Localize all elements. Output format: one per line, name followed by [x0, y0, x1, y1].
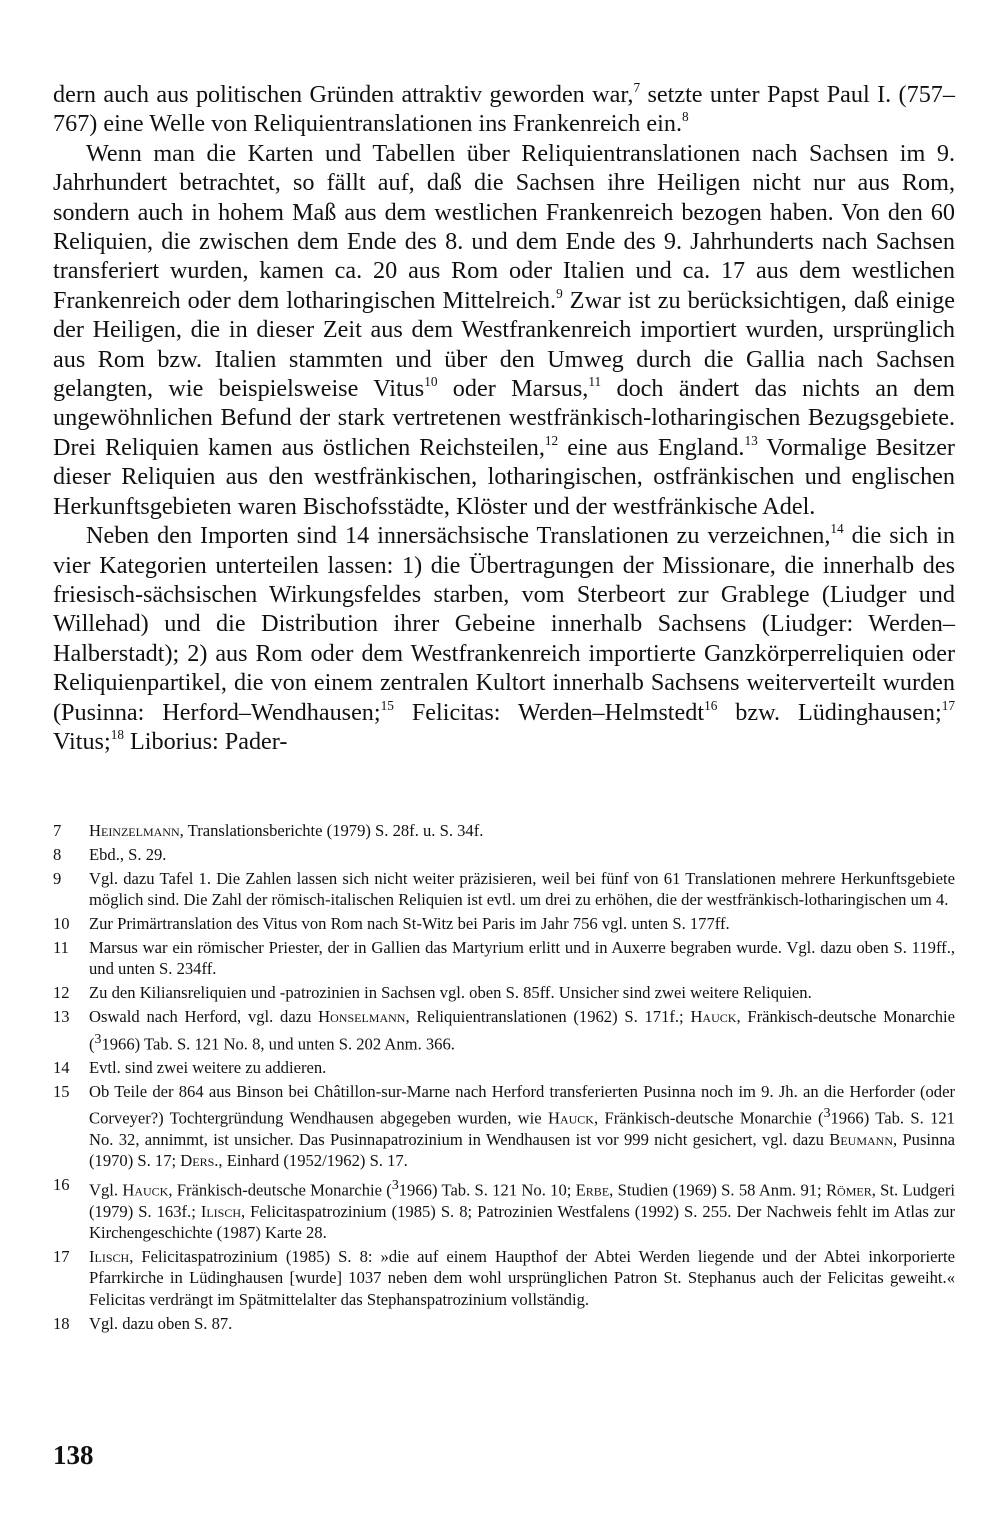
text-run: Vgl. dazu oben S. 87. — [89, 1313, 233, 1333]
text-run: Ebd., S. 29. — [89, 845, 167, 864]
footnote-number: 15 — [53, 1082, 70, 1102]
footnote — [53, 844, 955, 865]
footnote — [53, 1313, 955, 1334]
footnote — [53, 1174, 955, 1243]
footnote — [53, 937, 955, 979]
text-run: , Pusinna (1970) S. 17; — [89, 1130, 955, 1171]
author-name: Hauck — [690, 1007, 737, 1027]
footnote — [53, 1246, 955, 1310]
text-run: Vgl. — [89, 1180, 123, 1200]
footnote-number: 9 — [53, 869, 62, 888]
footnote-number: 13 — [53, 1007, 70, 1027]
text-run: Ob Teile der 864 aus Binson bei Châtillon-sur-Marne nach Herford transferierten Pusinna noch im 9. Jh. an die Herforder (oder Corveyer?) Tochtergründung Wendhausen abgegeben wurden, wie — [89, 1082, 955, 1128]
text-run: setzte unter Papst Paul I. (757–767) eine Welle von Reliquientranslationen ins Frankenreich ein. — [53, 81, 955, 138]
edition-superscript: 3 — [94, 1030, 102, 1046]
author-name: Heinzelmann — [89, 821, 180, 840]
footnote — [53, 913, 955, 934]
author-name: Hauck — [547, 1108, 594, 1128]
footnote-ref: 7 — [633, 80, 641, 96]
footnote-number: 18 — [53, 1313, 70, 1333]
text-run: , Fränkisch-deutsche Monarchie ( — [89, 1007, 955, 1054]
text-run: , Fränkisch-deutsche Monarchie ( — [593, 1108, 824, 1128]
author-name: Römer — [825, 1180, 872, 1200]
text-run: Marsus war ein römischer Priester, der in Gallien das Martyrium erlitt und in Auxerre begraben wurde. Vgl. dazu oben S. 119ff., und unten S. 234ff. — [89, 938, 955, 979]
footnote-ref: 8 — [682, 109, 689, 125]
text-run: 1966) Tab. S. 121 No. 8, und unten S. 202 Anm. 366. — [101, 1034, 455, 1054]
footnote-ref: 9 — [556, 285, 563, 301]
footnote-number: 17 — [53, 1247, 70, 1267]
footnote-ref: 15 — [380, 697, 394, 713]
author-name: Beumann — [829, 1130, 893, 1150]
text-run: Vitus; — [53, 727, 111, 755]
text-run: dern auch aus politischen Gründen attraktiv geworden war, — [53, 81, 634, 108]
text-run: Oswald nach Herford, vgl. dazu — [89, 1007, 319, 1027]
text-run: Liborius: Pader- — [123, 727, 288, 755]
footnote-ref: 13 — [744, 432, 758, 448]
text-run: , Fränkisch-deutsche Monarchie ( — [168, 1180, 392, 1200]
author-name: Hauck — [122, 1180, 169, 1200]
footnote-ref: 18 — [110, 726, 124, 742]
author-name: Ilisch — [200, 1202, 242, 1222]
text-run: bzw. Lüdinghausen; — [717, 698, 942, 726]
footnote — [53, 1057, 955, 1078]
text-run: Vgl. dazu Tafel 1. Die Zahlen lassen sich nicht weiter präzisieren, weil bei fünf von 61 Translationen mehrere Herkunftsgebiete möglich sind. Die Zahl der römisch-italischen Reliquien ist evtl. um drei zu erhöhen, die der westfränkisch-lotharingischen um 4. — [89, 869, 955, 910]
author-name: Ilisch — [89, 1247, 130, 1267]
footnote-number: 7 — [53, 821, 62, 840]
author-name: Ders. — [180, 1151, 219, 1171]
text-run: die sich in vier Kategorien unterteilen lassen: 1) die Übertragungen der Missionare, die innerhalb des friesisch-sächsischen Wirkungsfeldes starben, vom Sterbeort zur Grablege (Liudger und Willehad) und die Distribution ihrer Gebeine innerhalb Sachsens (Liudger: Werden–Halberstadt); 2) aus Rom oder dem Westfrankenreich importierte Ganzkörperreliquien oder Reliquienpartikel, die von einem zentralen Kultort innerhalb Sachsens weiterverteilt wurden (Pusinna: Herford–Wendhausen; — [53, 522, 956, 726]
text-run: , Reliquientranslationen (1962) S. 171f.; — [405, 1007, 691, 1027]
footnote — [53, 820, 955, 841]
footnote-number: 8 — [53, 845, 62, 864]
text-run: , Translationsberichte (1979) S. 28f. u. S. 34f. — [179, 821, 484, 840]
text-run: eine aus England. — [558, 433, 745, 461]
footnote-ref: 16 — [704, 697, 718, 713]
text-run: Felicitas: Werden–Helmstedt — [393, 698, 705, 726]
footnote-number: 12 — [53, 983, 70, 1003]
text-run: 1966) Tab. S. 121 No. 10; — [398, 1180, 576, 1200]
text-run: , Einhard (1952/1962) S. 17. — [218, 1151, 408, 1171]
footnote — [53, 868, 955, 910]
text-run: Evtl. sind zwei weitere zu addieren. — [89, 1058, 327, 1078]
text-run: doch ändert das nichts an dem ungewöhnlichen Befund der stark vertretenen westfränkisch-lotharingischen Bezugsgebiete. Drei Reliquien kamen aus östlichen Reichsteilen, — [53, 375, 955, 461]
text-run: Zur Primärtranslation des Vitus von Rom nach St-Witz bei Paris im Jahr 756 vgl. unten S. 177ff. — [89, 914, 730, 934]
text-run: oder Marsus, — [437, 375, 589, 403]
text-run: Zu den Kiliansreliquien und -patrozinien in Sachsen vgl. oben S. 85ff. Unsicher sind zwei weitere Reliquien. — [89, 983, 812, 1003]
edition-superscript: 3 — [391, 1177, 399, 1193]
page-number: 138 — [53, 1440, 94, 1470]
text-run: , Felicitaspatrozinium (1985) S. 8; Patrozinien Westfalens (1992) S. 255. Der Nachweis fehlt im Atlas zur Kirchengeschichte (1987) Karte 28. — [89, 1202, 955, 1243]
text-run: , St. Ludgeri (1979) S. 163f.; — [89, 1180, 955, 1222]
footnote-number: 10 — [53, 914, 70, 934]
footnote — [53, 1006, 955, 1054]
footnote-number: 16 — [53, 1175, 70, 1195]
footnote — [53, 1081, 955, 1171]
footnote — [53, 982, 955, 1003]
footnote-number: 14 — [53, 1058, 70, 1078]
author-name: Honselmann — [318, 1007, 406, 1027]
footnotes — [53, 820, 955, 1337]
text-run: Neben den Importen sind 14 innersächsische Translationen zu verzeichnen, — [86, 522, 831, 550]
paragraph — [53, 80, 955, 139]
paragraph — [53, 139, 955, 521]
footnote-ref: 12 — [544, 432, 559, 448]
footnote-ref: 17 — [941, 697, 955, 713]
footnote-ref: 14 — [830, 521, 844, 537]
text-run: Zwar ist zu berücksichtigen, daß einige der Heiligen, die in dieser Zeit aus dem Westfrankenreich importiert wurden, ursprünglich aus Rom bzw. Italien stammten und über den Umweg durch die Gallia nach Sachsen gelangten, wie beispielsweise Vitus — [53, 286, 955, 403]
text-run: 1966) Tab. S. 121 No. 32, annimmt, ist unsicher. Das Pusinnapatrozinium in Wendhausen ist vor 999 nicht gesichert, vgl. dazu — [89, 1108, 955, 1150]
text-run: , Studien (1969) S. 58 Anm. 91; — [609, 1180, 826, 1200]
footnote-number: 11 — [53, 938, 69, 958]
author-name: Erbe — [575, 1180, 610, 1200]
footnote-ref: 10 — [424, 374, 438, 390]
text-run: Vormalige Besitzer dieser Reliquien aus den westfränkischen, lotharingischen, ostfränkischen und englischen Herkunftsgebieten waren Bischofsstädte, Klöster und der westfränkische Adel. — [53, 433, 955, 520]
paragraph — [53, 521, 955, 756]
text-run: Wenn man die Karten und Tabellen über Reliquientranslationen nach Sachsen im 9. Jahrhundert betrachtet, so fällt auf, daß die Sachsen ihre Heiligen nicht nur aus Rom, sondern auch in hohem Maß aus dem westlichen Frankenreich bezogen haben. Von den 60 Reliquien, die zwischen dem Ende des 8. und dem Ende des 9. Jahrhunderts nach Sachsen transferiert wurden, kamen ca. 20 aus Rom oder Italien und ca. 17 aus dem westlichen Frankenreich oder dem lotharingischen Mittelreich. — [53, 139, 955, 314]
edition-superscript: 3 — [823, 1105, 831, 1121]
footnote-ref: 11 — [588, 374, 602, 390]
text-run: , Felicitaspatrozinium (1985) S. 8: »die auf einem Haupthof der Abtei Werden liegende und der Abtei inkorporierte Pfarrkirche in Lüdinghausen [wurde] 1037 neben dem wohl ursprünglichen Patron St. Stephanus auch der Felicitas geweiht.« Felicitas verdrängt im Spätmittelalter das Stephanspatrozinium vollständig. — [89, 1247, 955, 1309]
main-text — [53, 80, 955, 756]
